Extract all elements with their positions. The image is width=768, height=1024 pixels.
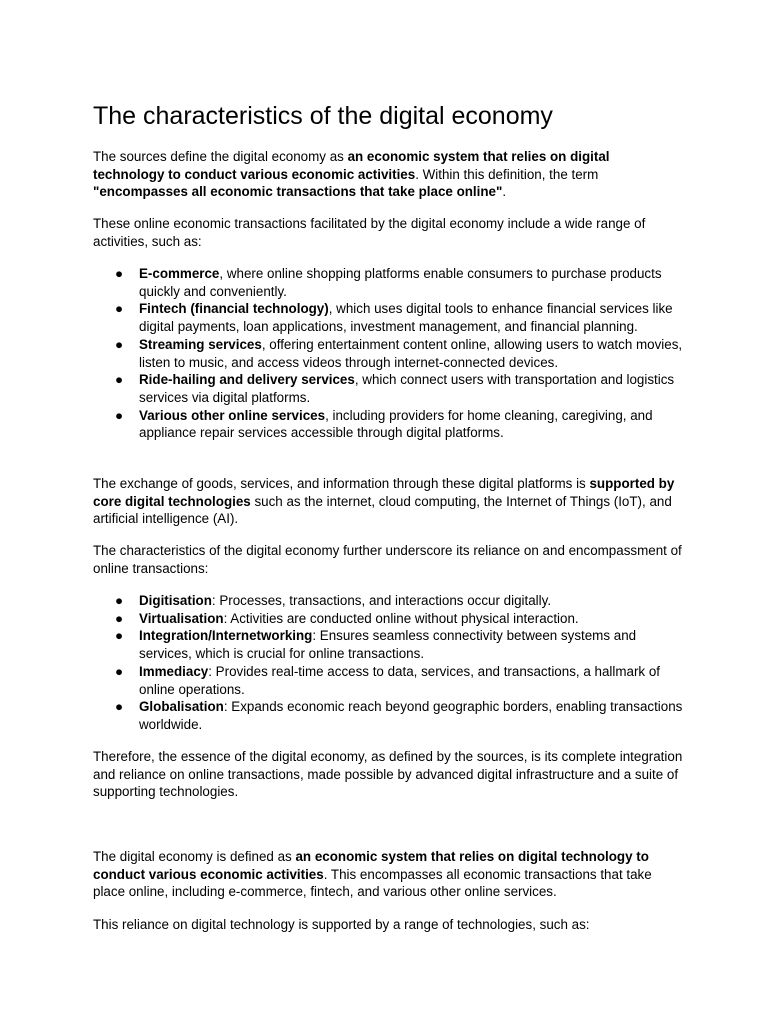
list-item: ● Immediacy: Provides real-time access to data, services, and transactions, a hallmark of online operations. xyxy=(115,663,660,697)
bullet-icon: ● xyxy=(115,593,124,608)
list-item: ● Streaming services, offering entertainment content online, allowing users to watch movies, listen to music, and access videos through internet-connected devices. xyxy=(115,336,683,370)
list-item: ● Digitisation: Processes, transactions, and interactions occur digitally. xyxy=(115,593,552,608)
paragraph-technologies-intro: This reliance on digital technology is supported by a range of technologies, such as: xyxy=(93,917,590,932)
paragraph-definition: The sources define the digital economy as an economic system that relies on digital technology to conduct various economic activities. Within this definition, the term "encompasses all economic transactions that take place online". xyxy=(93,149,610,200)
list-item: ● Globalisation: Expands economic reach beyond geographic borders, enabling transactions worldwide. xyxy=(115,699,683,732)
bullet-icon: ● xyxy=(115,301,124,317)
bullet-icon: ● xyxy=(115,663,124,679)
list-item: ● Various other online services, including providers for home cleaning, caregiving, and appliance repair services accessible through digital platforms. xyxy=(115,407,653,441)
paragraph-conclusion: Therefore, the essence of the digital economy, as defined by the sources, is its complete integration and reliance on online transactions, made possible by advanced digital infrastructure and a suite of supporting technologies. xyxy=(93,749,683,800)
bullet-icon: ● xyxy=(115,336,124,352)
activities-list xyxy=(93,265,683,442)
bullet-icon: ● xyxy=(115,699,124,715)
characteristics-list xyxy=(93,592,683,734)
bullet-icon: ● xyxy=(115,372,124,388)
list-item: ● Integration/Internetworking: Ensures seamless connectivity between systems and services, which is crucial for online transactions. xyxy=(115,628,637,662)
page-title: The characteristics of the digital economy xyxy=(93,102,553,130)
bullet-icon: ● xyxy=(115,266,124,281)
bullet-icon: ● xyxy=(115,407,124,423)
list-item: ● Ride-hailing and delivery services, which connect users with transportation and logistics services via digital platforms. xyxy=(115,372,675,405)
bullet-icon: ● xyxy=(115,610,124,626)
bullet-icon: ● xyxy=(115,628,124,644)
paragraph-activities-intro: These online economic transactions facilitated by the digital economy include a wide range of activities, such as: xyxy=(93,216,646,249)
list-item: ● Fintech (financial technology), which uses digital tools to enhance financial services like digital payments, loan applications, investment management, and financial planning. xyxy=(115,301,673,335)
paragraph-characteristics-intro: The characteristics of the digital economy further underscore its reliance on and encompassment of online transactions: xyxy=(93,543,682,576)
paragraph-core-technologies: The exchange of goods, services, and information through these digital platforms is supported by core digital technologies such as the internet, cloud computing, the Internet of Things (IoT), and artificial intelligence (AI). xyxy=(93,476,675,527)
paragraph-definition-repeat: The digital economy is defined as an economic system that relies on digital technology to conduct various economic activities. This encompasses all economic transactions that take place online, including e-commerce, fintech, and various other online services. xyxy=(93,849,652,900)
list-item: ● Virtualisation: Activities are conducted online without physical interaction. xyxy=(115,610,579,626)
list-item: ● E-commerce, where online shopping platforms enable consumers to purchase products quickly and conveniently. xyxy=(115,266,662,299)
